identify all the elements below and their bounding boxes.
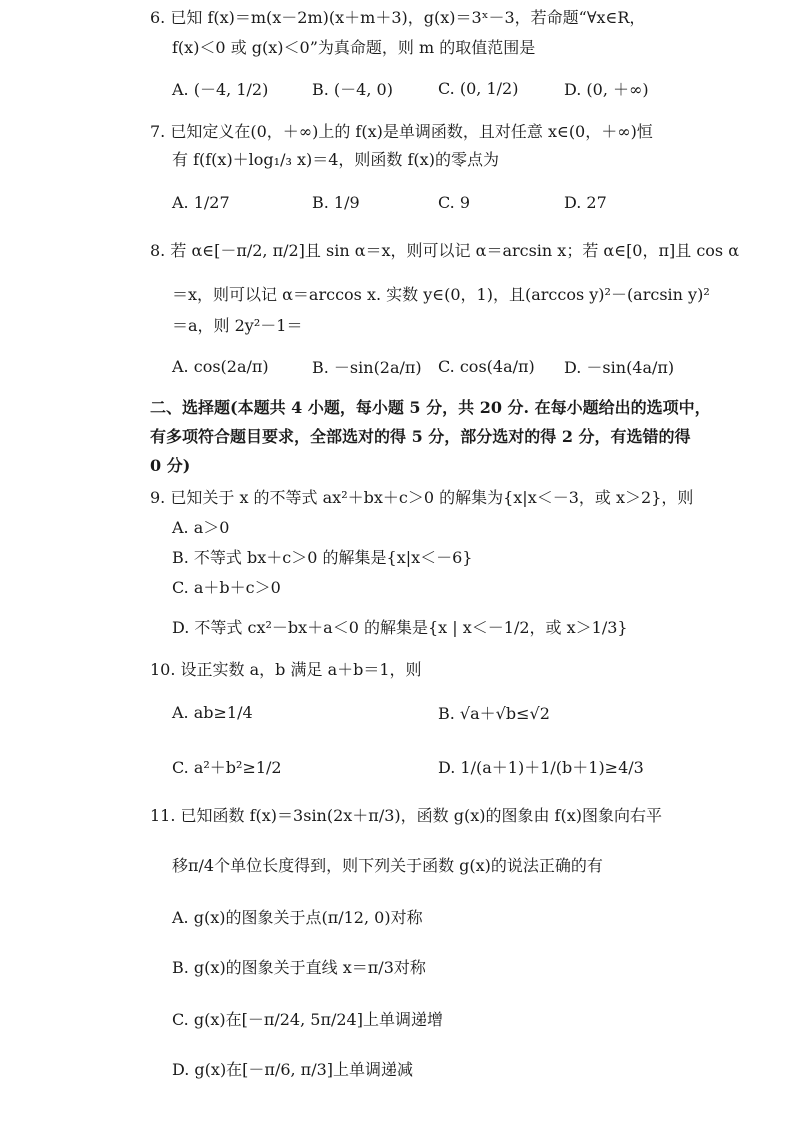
q10-option-a: A. ab≥1/4 — [172, 702, 253, 722]
q6-option-b: B. (－4, 0) — [312, 79, 393, 99]
q8-option-c: C. cos(4a/π) — [438, 356, 535, 376]
q6-options — [172, 76, 732, 100]
q7-line-1: 7. 已知定义在(0，＋∞)上的 f(x)是单调函数，且对任意 x∈(0，＋∞)恒 — [150, 122, 653, 141]
q7-option-d: D. 27 — [564, 192, 607, 212]
q8-line-1: 8. 若 α∈[－π/2, π/2]且 sin α＝x，则可以记 α＝arcsin x；若 α∈[0，π]且 cos α — [150, 241, 740, 260]
q8-line-3: ＝a，则 2y²－1＝ — [172, 316, 303, 335]
q8-option-b: B. －sin(2a/π) — [312, 357, 422, 377]
q11-option-b: B. g(x)的图象关于直线 x＝π/3对称 — [172, 958, 426, 977]
q9-option-c: C. a＋b＋c＞0 — [172, 578, 281, 597]
q6-option-d: D. (0, ＋∞) — [564, 79, 649, 99]
q6-option-c: C. (0, 1/2) — [438, 78, 519, 98]
q10-option-c: C. a²＋b²≥1/2 — [172, 757, 282, 777]
q7-option-c: C. 9 — [438, 192, 471, 212]
q10-options-row-2 — [172, 754, 732, 778]
q9-option-d: D. 不等式 cx²－bx＋a＜0 的解集是{x | x＜－1/2，或 x＞1/3} — [172, 618, 628, 637]
q8-options — [172, 354, 732, 378]
q10-option-d: D. 1/(a＋1)＋1/(b＋1)≥4/3 — [438, 757, 644, 777]
q11-option-a: A. g(x)的图象关于点(π/12, 0)对称 — [172, 908, 423, 927]
q11-line-1: 11. 已知函数 f(x)＝3sin(2x＋π/3)，函数 g(x)的图象由 f(x)图象向右平 — [150, 806, 662, 825]
section-2-line-1: 二、选择题(本题共 4 小题，每小题 5 分，共 20 分. 在每小题给出的选项中， — [150, 398, 711, 417]
q10-options-row-1 — [172, 700, 732, 724]
q7-option-a: A. 1/27 — [172, 192, 230, 212]
q11-option-d: D. g(x)在[－π/6, π/3]上单调递减 — [172, 1060, 414, 1079]
q9-line-1: 9. 已知关于 x 的不等式 ax²＋bx＋c＞0 的解集为{x|x＜－3，或 x＞2}，则 — [150, 488, 694, 507]
q7-options — [172, 190, 732, 214]
q11-line-2: 移π/4个单位长度得到，则下列关于函数 g(x)的说法正确的有 — [172, 856, 603, 875]
section-2-line-3: 0 分) — [150, 456, 191, 475]
q11-option-c: C. g(x)在[－π/24, 5π/24]上单调递增 — [172, 1010, 443, 1029]
q10-option-b: B. √a＋√b≤√2 — [438, 703, 550, 723]
q8-line-2: ＝x，则可以记 α＝arccos x. 实数 y∈(0，1)，且(arccos y)²－(arcsin y)² — [172, 285, 710, 304]
q6-option-a: A. (－4, 1/2) — [172, 79, 269, 99]
q9-option-b: B. 不等式 bx＋c＞0 的解集是{x|x＜－6} — [172, 548, 473, 567]
q8-option-a: A. cos(2a/π) — [172, 356, 269, 376]
q6-line-1: 6. 已知 f(x)＝m(x－2m)(x＋m＋3)，g(x)＝3ˣ－3，若命题“∀x∈R， — [150, 8, 646, 27]
section-2-line-2: 有多项符合题目要求，全部选对的得 5 分，部分选对的得 2 分，有选错的得 — [150, 427, 691, 446]
q7-line-2: 有 f(f(x)＋log₁/₃ x)＝4，则函数 f(x)的零点为 — [172, 150, 499, 169]
q7-option-b: B. 1/9 — [312, 192, 360, 212]
q8-option-d: D. －sin(4a/π) — [564, 357, 675, 377]
q10-line-1: 10. 设正实数 a，b 满足 a＋b＝1，则 — [150, 660, 422, 679]
q6-line-2: f(x)＜0 或 g(x)＜0”为真命题，则 m 的取值范围是 — [172, 38, 536, 57]
q9-option-a: A. a＞0 — [172, 518, 230, 537]
